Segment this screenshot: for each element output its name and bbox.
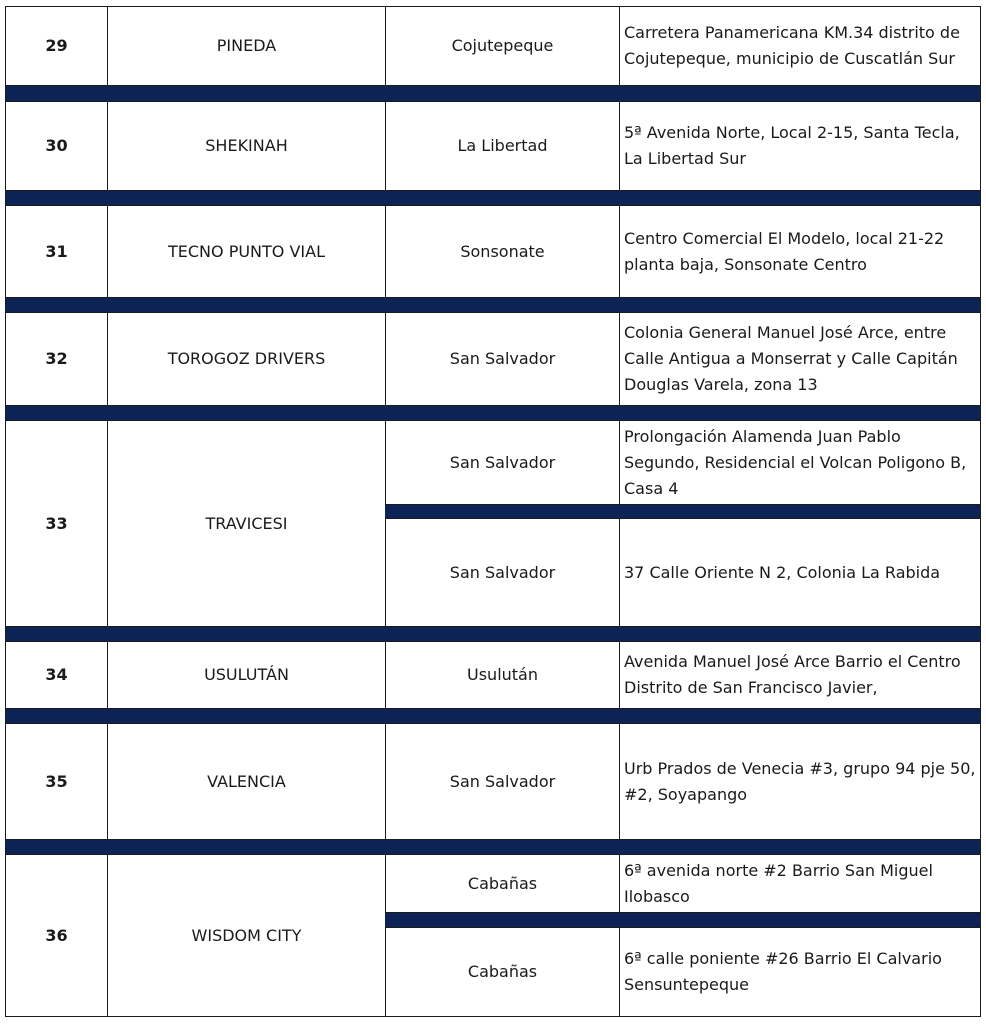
sub-row-separator bbox=[385, 912, 980, 928]
school-name: TECNO PUNTO VIAL bbox=[107, 206, 385, 297]
school-name: PINEDA bbox=[107, 7, 385, 85]
row-number: 30 bbox=[45, 136, 68, 155]
department: La Libertad bbox=[385, 102, 619, 190]
row-separator bbox=[6, 626, 980, 642]
department: Cojutepeque bbox=[385, 7, 619, 85]
school-name: TRAVICESI bbox=[107, 421, 385, 626]
row-number: 31 bbox=[45, 241, 68, 261]
department: San Salvador bbox=[385, 519, 619, 626]
department: San Salvador bbox=[385, 421, 619, 504]
row-number: 33 bbox=[45, 513, 68, 533]
school-directory-table bbox=[5, 6, 981, 1017]
department: Cabañas bbox=[385, 928, 619, 1016]
school-name: SHEKINAH bbox=[107, 102, 385, 190]
address: 6ª avenida norte #2 Barrio San Miguel Ilobasco bbox=[619, 855, 981, 912]
address: Centro Comercial El Modelo, local 21-22 planta baja, Sonsonate Centro bbox=[619, 206, 981, 297]
department: Sonsonate bbox=[385, 206, 619, 297]
address: 6ª calle poniente #26 Barrio El Calvario Sensuntepeque bbox=[619, 928, 981, 1016]
row-number: 35 bbox=[45, 771, 68, 791]
address: 5ª Avenida Norte, Local 2-15, Santa Tecla, La Libertad Sur bbox=[619, 102, 981, 190]
department: Cabañas bbox=[385, 855, 619, 912]
department: San Salvador bbox=[385, 313, 619, 405]
row-separator bbox=[6, 405, 980, 421]
sub-row-separator bbox=[385, 504, 980, 519]
row-number: 29 bbox=[45, 36, 68, 55]
address: Avenida Manuel José Arce Barrio el Centro Distrito de San Francisco Javier, bbox=[619, 642, 981, 708]
row-separator bbox=[6, 190, 980, 206]
address: 37 Calle Oriente N 2, Colonia La Rabida bbox=[619, 519, 981, 626]
row-separator bbox=[6, 708, 980, 724]
row-separator bbox=[6, 839, 980, 855]
school-name: USULUTÁN bbox=[107, 642, 385, 708]
row-number: 32 bbox=[45, 349, 68, 368]
row-separator bbox=[6, 85, 980, 102]
department: San Salvador bbox=[385, 724, 619, 839]
school-name: WISDOM CITY bbox=[107, 855, 385, 1016]
school-name: VALENCIA bbox=[107, 724, 385, 839]
row-number: 34 bbox=[45, 665, 68, 684]
department: Usulután bbox=[385, 642, 619, 708]
address: Colonia General Manuel José Arce, entre Calle Antigua a Monserrat y Calle Capitán Douglas Varela, zona 13 bbox=[619, 313, 981, 405]
address: Urb Prados de Venecia #3, grupo 94 pje 50, #2, Soyapango bbox=[619, 724, 981, 839]
address: Carretera Panamericana KM.34 distrito de Cojutepeque, municipio de Cuscatlán Sur bbox=[619, 7, 981, 85]
row-number: 36 bbox=[45, 925, 68, 945]
address: Prolongación Alamenda Juan Pablo Segundo, Residencial el Volcan Poligono B, Casa 4 bbox=[619, 421, 981, 504]
school-name: TOROGOZ DRIVERS bbox=[107, 313, 385, 405]
row-separator bbox=[6, 297, 980, 313]
